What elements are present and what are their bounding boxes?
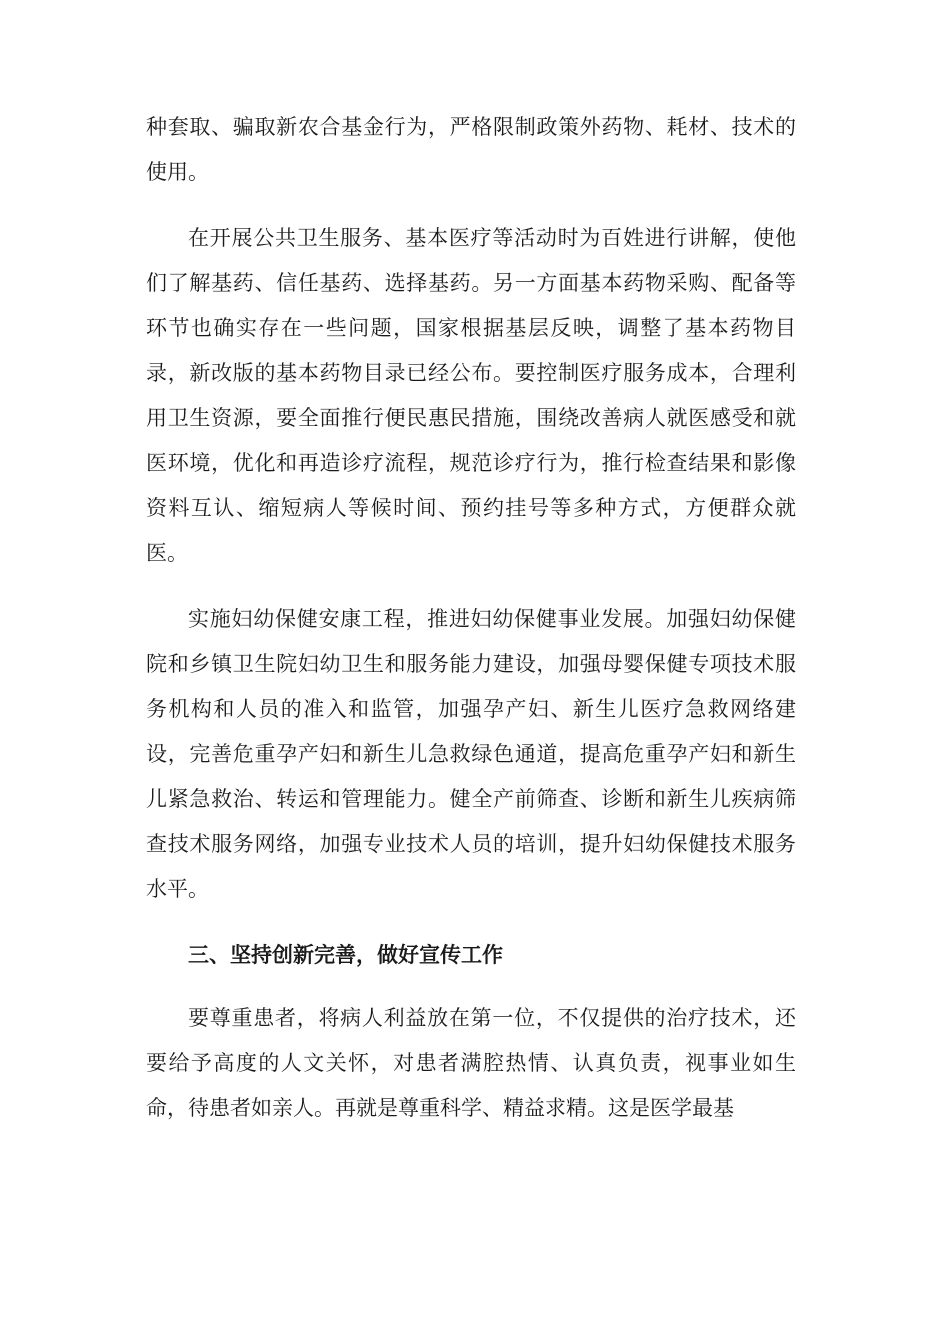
section-heading: 三、坚持创新完善，做好宣传工作: [188, 943, 503, 967]
paragraph-continued: 种套取、骗取新农合基金行为，严格限制政策外药物、耗材、技术的使用。: [146, 115, 796, 184]
document-body: [146, 105, 796, 1152]
paragraph-public-health: 在开展公共卫生服务、基本医疗等活动时为百姓进行讲解，使他们了解基药、信任基药、选择基药。另一方面基本药物采购、配备等环节也确实存在一些问题，国家根据基层反映，调整了基本药物目录，新改版的基本药物目录已经公布。要控制医疗服务成本，合理利用卫生资源，要全面推行便民惠民措施，围绕改善病人就医感受和就医环境，优化和再造诊疗流程，规范诊疗行为，推行检查结果和影像资料互认、缩短病人等候时间、预约挂号等多种方式，方便群众就医。: [146, 226, 796, 565]
paragraph-respect-patients: 要尊重患者，将病人利益放在第一位，不仅提供的治疗技术，还要给予高度的人文关怀，对患者满腔热情、认真负责，视事业如生命，待患者如亲人。再就是尊重科学、精益求精。这是医学最基: [146, 1006, 796, 1120]
paragraph-maternal-child-health: 实施妇幼保健安康工程，推进妇幼保健事业发展。加强妇幼保健院和乡镇卫生院妇幼卫生和服务能力建设，加强母婴保健专项技术服务机构和人员的准入和监管，加强孕产妇、新生儿医疗急救网络建设，完善危重孕产妇和新生儿急救绿色通道，提高危重孕产妇和新生儿紧急救治、转运和管理能力。健全产前筛查、诊断和新生儿疾病筛查技术服务网络，加强专业技术人员的培训，提升妇幼保健技术服务水平。: [146, 607, 796, 901]
